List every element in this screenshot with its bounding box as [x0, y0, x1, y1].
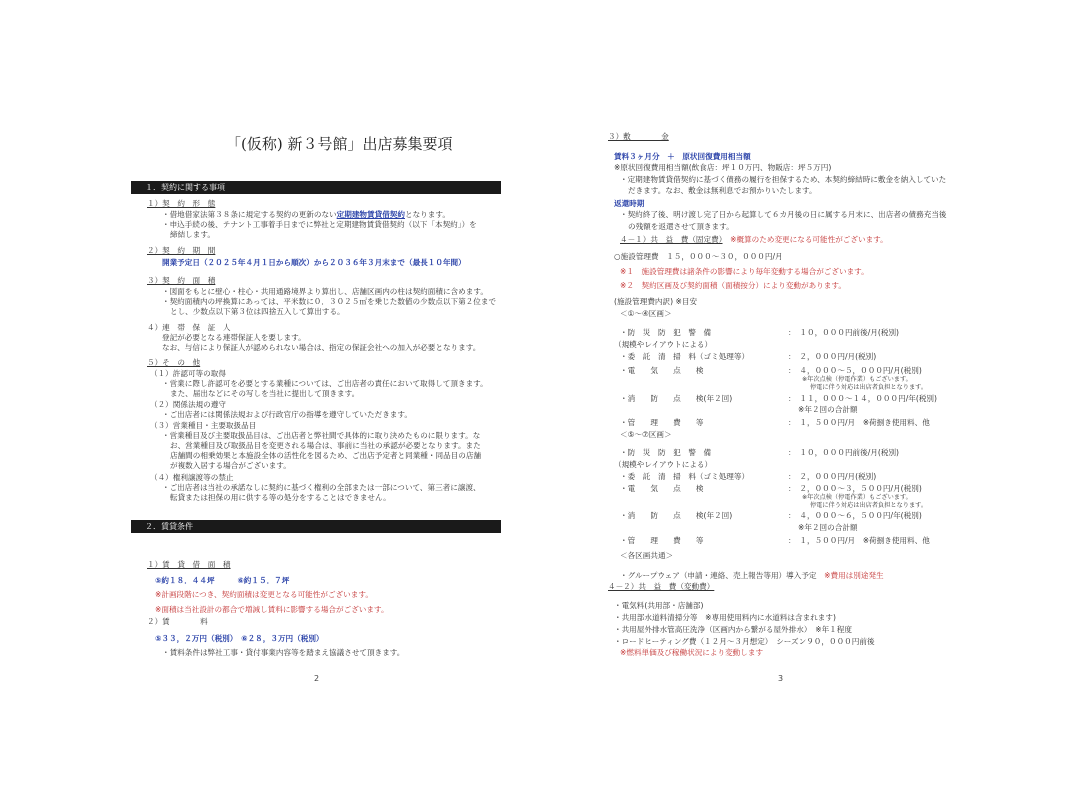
text-contract-type-3: 締結します。 — [170, 230, 215, 239]
text-deposit-note-2: ・定期建物賃貸借契約に基づく債務の履行を担保するため、本契約締結時に敷金を納入していた — [620, 175, 947, 184]
text-rent-values: ⑤３３，２万円（税別） ⑥２８，３万円（税別） — [155, 634, 324, 643]
row-g1-security-sub: （規模やレイアウトによる） — [614, 340, 713, 349]
row-g2-fire-label: ・消 防 点 検(年２回) — [620, 511, 733, 520]
heading-variable-common-fee: ４－２）共 益 費（変動費） — [608, 582, 715, 591]
text-contract-area-3: とし、少数点以下第３位は四捨五入して算出する。 — [170, 307, 345, 316]
heading-other: ５）そ の 他 — [147, 358, 201, 367]
heading-guarantor: ４）連 帯 保 証 人 — [147, 323, 231, 332]
heading-fee-breakdown: (施設管理費内訳) ※目安 — [614, 297, 698, 306]
text-business-items-2: お、営業種目及び取扱品目を変更される場合は、事前に当社の承認が必要となります。また — [170, 441, 481, 450]
heading-business-items: （３）営業種目・主要取扱品目 — [150, 421, 257, 430]
text-return-1: ・契約終了後、明け渡し完了日から起算して６カ月後の日に属する月末に、出店者の債務充当後 — [620, 210, 947, 219]
heading-transfer: （４）権利譲渡等の禁止 — [150, 473, 234, 482]
text-transfer-2: 転貸または担保の用に供する等の処分をすることはできません。 — [170, 493, 391, 502]
text-rent-note: ・賃料条件は弊社工事・貸付事業内容等を踏まえ協議させて頂きます。 — [162, 648, 405, 657]
heading-return-timing: 返還時期 — [614, 199, 645, 208]
text-compliance: ・ご出店者には関係法規および行政官庁の指導を遵守していただきます。 — [162, 410, 412, 419]
heading-common-all: ＜各区画共通＞ — [620, 551, 674, 560]
text-contract-type-2: ・申込手続の後、テナント工事着手日までに弊社と定期建物賃貸借契約（以下「本契約」）を — [162, 220, 477, 229]
section-header-lease-terms: ２．賃貸条件 — [131, 520, 501, 533]
row-g2-cleaning-value: ： ２，０００円/月(税別) — [788, 472, 877, 481]
text-groupware: ・グループウェア（申請・連絡、売上報告等用）導入予定 ※費用は別途発生 — [620, 571, 884, 580]
row-g1-security-label: ・防 災 防 犯 警 備 — [620, 328, 712, 337]
row-g1-electric-label: ・電 気 点 検 — [620, 366, 704, 375]
text-lease-area-note-2: ※面積は当社設計の都合で増減し賃料に影響する場合がございます。 — [155, 605, 389, 614]
text-facility-fee: ○施設管理費 １５，０００～３０，０００円/月 — [614, 252, 783, 261]
page-number: 2 — [314, 674, 320, 683]
heading-lease-area: １）賃 貸 借 面 積 — [147, 560, 231, 569]
text-deposit-note-1: ※原状回復費用相当額(飲食店：坪１０万円、物販店：坪５万円) — [614, 163, 832, 172]
text-business-items-1: ・営業種目及び主要取扱品目は、ご出店者と弊社間で具体的に取り決めたものに限ります。な — [162, 431, 481, 440]
section-header-contract: １．契約に関する事項 — [131, 181, 501, 194]
text-permits-2: また、届出などにその写しを当社に提出して頂きます。 — [170, 389, 360, 398]
row-g1-cleaning-label: ・委 託 清 掃 料（ゴミ処理等） — [620, 352, 750, 361]
heading-rent: ２）賃 料 — [147, 617, 208, 626]
heading-contract-area: ３）契 約 面 積 — [147, 276, 216, 285]
text-deposit-summary: 賃料３ヶ月分 ＋ 原状回復費用相当額 — [614, 152, 751, 161]
text-variable-4-note: ※燃料単価及び稼働状況により変動します — [620, 648, 764, 657]
text-guarantor-1: 登記が必要となる連帯保証人を要します。 — [162, 333, 306, 342]
text-contract-area-1: ・図面をもとに壁心・柱心・共用通路境界より算出し、店舗区画内の柱は契約面積に含めます。 — [162, 287, 488, 296]
text-lease-area-note-1: ※計画段階につき、契約面積は変更となる可能性がございます。 — [155, 590, 373, 599]
text-return-2: の残額を返還させて頂きます。 — [628, 222, 734, 231]
text-business-items-3: 店舗間の相乗効果と本施設全体の活性化を図るため、ご出店予定者と同業種・同品目の店舗 — [170, 451, 482, 460]
text-business-items-4: が複数入居する場合がございます。 — [170, 461, 291, 470]
text-transfer-1: ・ご出店者は当社の承諾なしに契約に基づく権利の全部または一部について、第三者に譲渡、 — [162, 483, 481, 492]
text-variable-2: ・共用部水道料清掃分等 ※専用使用料内に水道料は含まれます) — [614, 613, 836, 622]
text-contract-period: 開業予定日（２０２５年４月１日から順次）から２０３６年３月末まで（最長１０年間） — [162, 258, 466, 267]
row-g2-electric-note-1: ※年次点検（停電作業）もございます。 — [802, 494, 912, 501]
row-g2-security-label: ・防 災 防 犯 警 備 — [620, 448, 712, 457]
document-page-3 — [540, 0, 1080, 800]
text-guarantor-2: なお、与信により保証人が認められない場合は、指定の保証会社への加入が必要となります。 — [162, 343, 481, 352]
heading-contract-period: ２）契 約 期 間 — [147, 246, 216, 255]
row-g1-cleaning-value: ： ２，０００円/月(税別) — [788, 352, 877, 361]
page-number: 3 — [778, 674, 784, 683]
row-g1-fire-label: ・消 防 点 検(年２回) — [620, 394, 733, 403]
row-g2-electric-label: ・電 気 点 検 — [620, 484, 704, 493]
text-fee-note-2: ※２ 契約区画及び契約面積（面積按分）により変動があります。 — [620, 281, 846, 290]
row-g2-cleaning-label: ・委 託 清 掃 料（ゴミ処理等） — [620, 472, 750, 481]
row-g1-electric-note-2: 停電に伴う対応は出店者負担となります。 — [810, 384, 928, 391]
row-g1-management-label: ・管 理 費 等 — [620, 418, 704, 427]
row-g1-security-value: ： １０，０００円前後/月(税別) — [788, 328, 899, 337]
heading-permits: （１）許認可等の取得 — [150, 369, 226, 378]
row-g1-management-value: ： １，５００円/月 ※荷捌き使用料、他 — [788, 418, 930, 427]
row-g2-electric-note-2: 停電に伴う対応は出店者負担となります。 — [810, 502, 928, 509]
text-contract-type-1: ・借地借家法第３８条に規定する契約の更新のない定期建物賃貸借契約となります。 — [162, 210, 450, 219]
row-g2-electric-value: ： ２，０００～３，５００円/月(税別) — [788, 484, 922, 493]
text-contract-area-2: ・契約面積内の坪換算にあっては、平米数に０．３０２５㎡を乗じた数値の少数点以下第２位まで — [162, 297, 497, 306]
row-g1-fire-value: ： １１，０００～１４，０００円/年(税別) — [788, 394, 937, 403]
row-g1-electric-value: ： ４，０００～５，０００円/月(税別) — [788, 366, 922, 375]
heading-fixed-common-fee: ４－１）共 益 費（固定費） ※概算のため変更になる可能性がございます。 — [620, 235, 888, 244]
row-g2-management-value: ： １，５００円/月 ※荷捌き使用料、他 — [788, 536, 930, 545]
text-variable-3: ・共用屋外排水管高圧洗浄（区画内から繋がる屋外排水） ※年１程度 — [614, 625, 852, 634]
page-title: 「(仮称) 新３号館」出店募集要項 — [226, 135, 453, 153]
row-g1-electric-note-1: ※年次点検（停電作業）もございます。 — [802, 376, 912, 383]
row-g2-security-value: ： １０，０００円前後/月(税別) — [788, 448, 899, 457]
text-lease-area-values: ⑤約１８．４４坪 ⑥約１５．７坪 — [155, 576, 290, 585]
heading-contract-type: １）契 約 形 態 — [147, 199, 216, 208]
text-variable-1: ・電気料(共用部・店舗部) — [614, 601, 704, 610]
row-g2-security-sub: （規模やレイアウトによる） — [614, 460, 713, 469]
text-deposit-note-3: だきます。なお、敷金は無利息でお預かりいたします。 — [628, 186, 817, 195]
row-g2-management-label: ・管 理 費 等 — [620, 536, 704, 545]
heading-group-1-4: ＜①～④区画＞ — [620, 309, 672, 318]
row-g2-fire-note: ※年２回の合計額 — [798, 523, 858, 532]
heading-group-5-7: ＜⑤～⑦区画＞ — [620, 430, 672, 439]
row-g2-fire-value: ： ４，０００～６，５００円/年(税別) — [788, 511, 922, 520]
text-fee-note-1: ※１ 施設管理費は諸条件の影響により毎年変動する場合がございます。 — [620, 267, 869, 276]
heading-deposit: ３）敷 金 — [608, 132, 669, 141]
text-variable-4: ・ロードヒーティング費（１２月～３月想定） シーズン９０，０００円前後 — [614, 637, 875, 646]
row-g1-fire-note: ※年２回の合計額 — [798, 405, 858, 414]
heading-compliance: （２）関係法規の遵守 — [150, 400, 226, 409]
text-permits-1: ・営業に際し許認可を必要とする業種については、ご出店者の責任において取得して頂きます。 — [162, 379, 488, 388]
